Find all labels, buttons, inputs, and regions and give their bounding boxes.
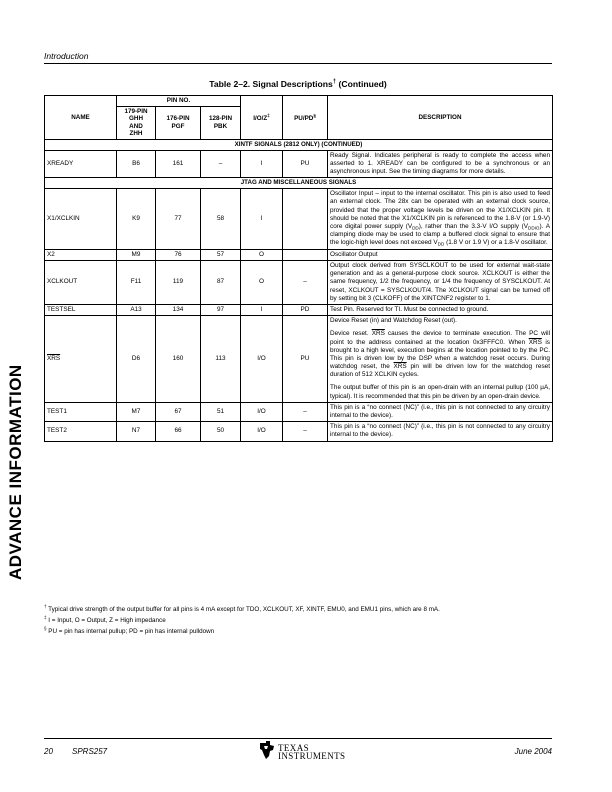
advance-information-label: ADVANCE INFORMATION: [6, 364, 25, 580]
table-row-xready: [45, 150, 553, 178]
pin-179: A13: [117, 304, 156, 315]
header-row-1: [45, 96, 553, 107]
pin-128: 51: [201, 402, 241, 421]
pull-type: PU: [283, 316, 328, 403]
pin-128: 57: [201, 249, 241, 260]
table-title: Table 2–2. Signal Descriptions† (Continued): [209, 79, 387, 89]
signal-description: [328, 316, 553, 403]
pin-176: 76: [156, 249, 201, 260]
io-type: I/O: [241, 422, 283, 441]
table-row-testsel: [45, 304, 553, 315]
pin-179: F11: [117, 261, 156, 305]
pin-176: 160: [156, 316, 201, 403]
pin-179: M7: [117, 402, 156, 421]
pull-type: PD: [283, 304, 328, 315]
description-paragraph: Device Reset (in) and Watchdog Reset (out).: [330, 317, 457, 325]
col-header-pin-no: PIN NO.: [117, 96, 241, 107]
document-id: SPRS257: [72, 747, 108, 756]
col-header-176-pin: 176-PIN PGF: [156, 106, 201, 139]
ti-wordmark: TEXAS INSTRUMENTS: [278, 743, 346, 761]
io-type: I: [241, 150, 283, 178]
pin-179: D6: [117, 316, 156, 403]
table-row-x2: [45, 249, 553, 260]
section-row-jtag: [45, 178, 553, 189]
signal-name: TEST1: [45, 402, 117, 421]
col-header-name: NAME: [45, 96, 117, 140]
pin-128: 50: [201, 422, 241, 441]
signal-name: X2: [45, 249, 117, 260]
pin-176: 134: [156, 304, 201, 315]
pin-128: –: [201, 150, 241, 178]
table-row-test2: [45, 422, 553, 441]
pin-176: 67: [156, 402, 201, 421]
page-number: 20: [44, 747, 53, 756]
col-header-128-pin: 128-PIN PBK: [201, 106, 241, 139]
signal-name: X1/XCLKIN: [45, 189, 117, 250]
section-heading: XINTF SIGNALS (2812 ONLY) (CONTINUED): [45, 139, 553, 150]
io-type: I: [241, 304, 283, 315]
pin-128: 87: [201, 261, 241, 305]
pull-type: PU: [283, 150, 328, 178]
signal-name: $\overline{XRS}$: [45, 316, 117, 403]
pin-176: 66: [156, 422, 201, 441]
footnote-pull-legend: § PU = pin has internal pullup; PD = pin has internal pulldown: [44, 625, 215, 635]
pin-179: N7: [117, 422, 156, 441]
table-row-test1: [45, 402, 553, 421]
pull-type: –: [283, 422, 328, 441]
section-heading: JTAG AND MISCELLANEOUS SIGNALS: [45, 178, 553, 189]
footnote-io-legend: ‡ I = Input, O = Output, Z = High impedance: [44, 614, 166, 624]
pin-179: K9: [117, 189, 156, 250]
signal-description: This pin is a “no connect (NC)” (i.e., this pin is not connected to any circuitry internal to the device).: [328, 402, 553, 421]
pin-128: 97: [201, 304, 241, 315]
io-type: O: [241, 261, 283, 305]
signal-description: Oscillator Input – input to the internal oscillator. This pin is also used to feed an external clock. The 28x can be operated with an external clock source, provided that the proper voltage levels be driven on the X1/XCLKIN pin. It should be noted that the X1/XCLKIN pin is referenced to the 1.8-V (or 1.9-V) core digital power supply $(V_{DD})$, rather than the 3.3-V I/O supply $(V_{DDIO})$. A clamping diode may be used to clamp a buffered clock signal to ensure that the logic-high level does not exceed $V_{DD}$ (1.8 V or 1.9 V) or a 1.8-V oscillator.: [328, 189, 553, 250]
col-header-179-pin: 179-PIN GHH AND ZHH: [117, 106, 156, 139]
io-type: I/O: [241, 402, 283, 421]
signal-name: XCLKOUT: [45, 261, 117, 305]
signal-name: TEST2: [45, 422, 117, 441]
table-footnotes: [44, 604, 554, 637]
pin-179: M9: [117, 249, 156, 260]
pin-179: B6: [117, 150, 156, 178]
table-row-xclkout: [45, 261, 553, 305]
io-type: I/O: [241, 316, 283, 403]
signal-name: XREADY: [45, 150, 117, 178]
pull-type: [283, 189, 328, 250]
table-row-xrs: [45, 316, 553, 403]
signal-description: Ready Signal. Indicates peripheral is ready to complete the access when asserted to 1. XREADY can be configured to be a synchronous or an asynchronous input. See the timing diagrams for more details.: [328, 150, 553, 178]
col-header-ioz: I/O/Z‡: [241, 96, 283, 140]
col-header-description: DESCRIPTION: [328, 96, 553, 140]
signal-description: Test Pin. Reserved for TI. Must be connected to ground.: [328, 304, 553, 315]
pin-128: 58: [201, 189, 241, 250]
pin-176: 77: [156, 189, 201, 250]
signal-description: This pin is a “no connect (NC)” (i.e., this pin is not connected to any circuitry internal to the device).: [328, 422, 553, 441]
col-header-pupd: PU/PD§: [283, 96, 328, 140]
io-type: I: [241, 189, 283, 250]
description-paragraph: The output buffer of this pin is an open-drain with an internal pullup (100 µA, typical). It is recommended that this pin be driven by an open-drain device.: [330, 384, 550, 400]
table-row-x1-xclkin: [45, 189, 553, 250]
texas-instruments-logo: [258, 740, 346, 762]
io-type: O: [241, 249, 283, 260]
publication-date: June 2004: [514, 747, 552, 756]
footnote-drive-strength: † Typical drive strength of the output buffer for all pins is 4 mA except for TDO, XCLKOUT, XF, XINTF, EMU0, and EMU1 pins, which are 8 mA.: [44, 604, 440, 614]
signal-name: TESTSEL: [45, 304, 117, 315]
header-rule: [44, 63, 552, 64]
pull-type: –: [283, 402, 328, 421]
pull-type: [283, 249, 328, 260]
pin-176: 161: [156, 150, 201, 178]
pull-type: –: [283, 261, 328, 305]
signal-description: Output clock derived from SYSCLKOUT to be used for external wait-state generation and as a general-purpose clock source. XCLKOUT is either the same frequency, 1/2 the frequency, or 1/4 the frequency of SYSCLKOUT. At reset, XCLKOUT = SYSCLKOUT/4. The XCLKOUT signal can be turned off by setting bit 3 (CLKOFF) of the XINTCNF2 register to 1.: [328, 261, 553, 305]
running-header-section: Introduction: [44, 51, 89, 61]
pin-128: 113: [201, 316, 241, 403]
signal-description: Oscillator Output: [328, 249, 553, 260]
pin-176: 119: [156, 261, 201, 305]
footer-rule: [44, 738, 552, 739]
section-row-xintf: [45, 139, 553, 150]
signal-descriptions-table: [44, 95, 553, 442]
ti-state-icon: [258, 740, 276, 760]
description-paragraph: Device reset. $\overline{XRS}$ causes the device to terminate execution. The PC will point to the address contained at the location 0x3FFFC0. When $\overline{XRS}$ is brought to a high level, execution begins at the location pointed to by the PC. This pin is driven low by the DSP when a watchdog reset occurs. During watchdog reset, the $\overline{XRS}$ pin will be driven low for the watchdog reset duration of 512 XCLKIN cycles.: [330, 330, 550, 379]
